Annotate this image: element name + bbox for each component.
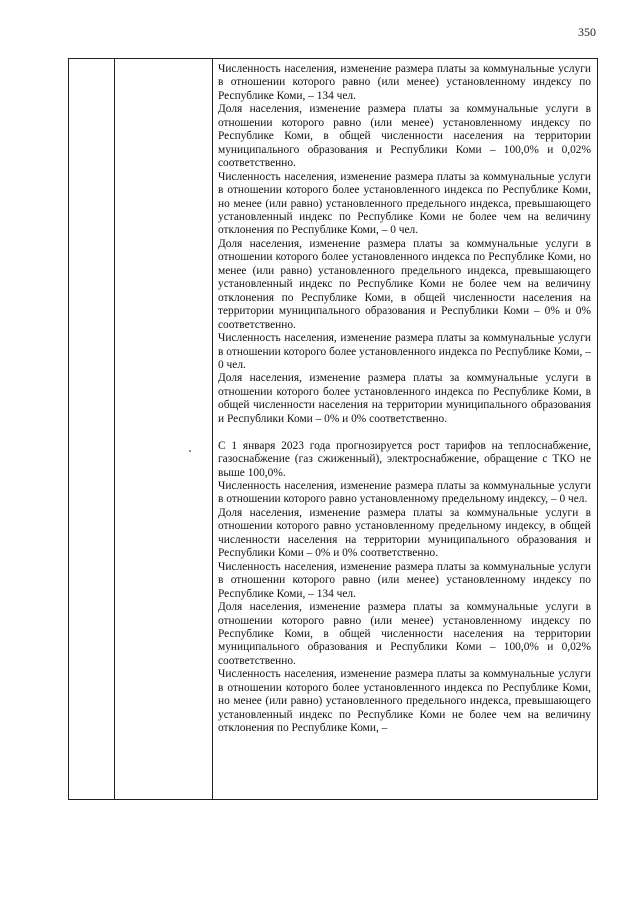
paragraph: Численность населения, изменение размера платы за коммунальные услуги в отношении которого равно установленному предельному индексу, – 0 чел.	[218, 480, 591, 506]
document-table	[68, 58, 598, 800]
scan-speck	[189, 450, 191, 452]
column-divider-1	[114, 59, 115, 799]
paragraph: Доля населения, изменение размера платы за коммунальные услуги в отношении которого более установленного индекса по Республике Коми, в общей численности населения на территории муниципального образования и Республики Коми – 0% и 0% соответственно.	[218, 372, 591, 425]
paragraph: Численность населения, изменение размера платы за коммунальные услуги в отношении которого равно (или менее) установленному индексу по Республике Коми, – 134 чел.	[218, 560, 591, 600]
paragraph: Численность населения, изменение размера платы за коммунальные услуги в отношении которого более установленного индекса по Республике Коми, но менее (или равно) установленного предельного индекса, превышающего установленный индекс по Республике Коми не более чем на величину отклонения по Республике Коми, – 0 чел.	[218, 170, 591, 237]
paragraph: Доля населения, изменение размера платы за коммунальные услуги в отношении которого равно (или менее) установленному индексу по Республике Коми, в общей численности населения на территории муниципального образования и Республики Коми – 100,0% и 0,02% соответственно.	[218, 103, 591, 170]
paragraph: С 1 января 2023 года прогнозируется рост тарифов на теплоснабжение, газоснабжение (газ сжиженный), электроснабжение, обращение с ТКО не выше 100,0%.	[218, 439, 591, 479]
paragraph: Доля населения, изменение размера платы за коммунальные услуги в отношении которого равно (или менее) установленному индексу по Республике Коми, в общей численности населения на территории муниципального образования и Республики Коми – 100,0% и 0,02% соответственно.	[218, 601, 591, 667]
page-number: 350	[578, 25, 596, 39]
paragraph: Доля населения, изменение размера платы за коммунальные услуги в отношении которого более установленного индекса по Республике Коми, но менее (или равно) установленного предельного индекса, превышающего установленный индекс по Республике Коми не более чем на величину отклонения по Республике Коми, в общей численности населения на территории муниципального образования и Республики Коми – 0% и 0% соответственно.	[218, 237, 591, 331]
paragraph: Доля населения, изменение размера платы за коммунальные услуги в отношении которого равно установленному предельному индексу, в общей численности населения на территории муниципального образования и Республики Коми – 0% и 0% соответственно.	[218, 506, 591, 560]
column-divider-2	[212, 59, 213, 799]
description-cell	[218, 63, 591, 736]
paragraph: Численность населения, изменение размера платы за коммунальные услуги в отношении которого более установленного индекса по Республике Коми, но менее (или равно) установленного предельного индекса, превышающего установленный индекс по Республике Коми не более чем на величину отклонения по Республике Коми, –	[218, 668, 591, 735]
paragraph: Численность населения, изменение размера платы за коммунальные услуги в отношении которого более установленного индекса по Республике Коми, – 0 чел.	[218, 332, 591, 371]
paragraph: Численность населения, изменение размера платы за коммунальные услуги в отношении которого равно (или менее) установленному индексу по Республике Коми, – 134 чел.	[218, 63, 591, 102]
